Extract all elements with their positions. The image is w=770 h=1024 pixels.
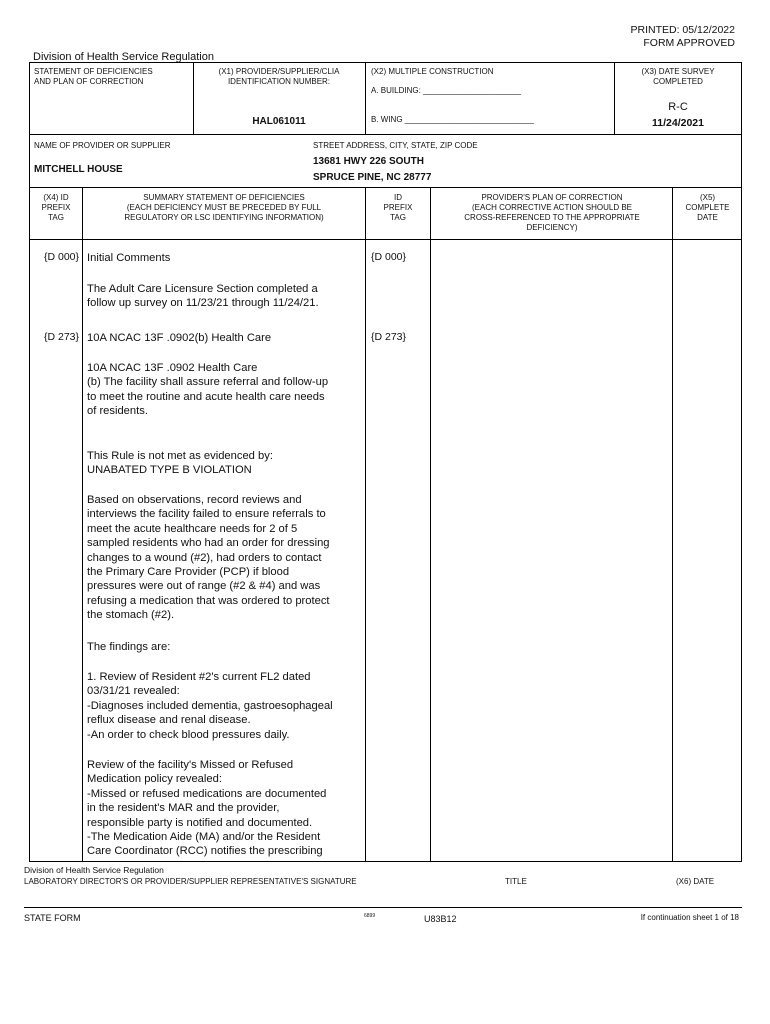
statement-label: STATEMENT OF DEFICIENCIES AND PLAN OF CORRECTION xyxy=(34,67,153,86)
x1-label: (X1) PROVIDER/SUPPLIER/CLIA IDENTIFICATION NUMBER: xyxy=(218,67,340,86)
col-header-x5: (X5) COMPLETE DATE xyxy=(685,193,730,222)
survey-date: 11/24/2021 xyxy=(652,117,704,129)
findings-heading: The findings are: xyxy=(87,641,171,653)
division-heading: Division of Health Service Regulation xyxy=(33,51,214,63)
col-divider xyxy=(672,187,673,862)
divider xyxy=(193,62,194,134)
col-divider xyxy=(430,187,431,862)
date-label: (X6) DATE xyxy=(676,877,715,886)
x2-label: (X2) MULTIPLE CONSTRUCTION xyxy=(371,67,494,76)
divider xyxy=(614,62,615,134)
resident-review: 1. Review of Resident #2's current FL2 dated 03/31/21 revealed: -Diagnoses included dementia, gastroesophageal reflux disease and renal disease. -An order to check blood pressures daily. xyxy=(87,671,333,741)
tag-d273-left: {D 273} xyxy=(44,331,80,343)
col-header-summary: SUMMARY STATEMENT OF DEFICIENCIES (EACH DEFICIENCY MUST BE PRECEDED BY FULL REGULATORY OR LSC IDENTIFYING INFORMATION) xyxy=(124,193,324,222)
divider xyxy=(29,134,742,135)
footer-division: Division of Health Service Regulation xyxy=(24,865,164,875)
printed-date: PRINTED: 05/12/2022 xyxy=(630,24,735,36)
rule-text: 10A NCAC 13F .0902 Health Care (b) The facility shall assure referral and follow-up to meet the routine and acute health care needs of residents. xyxy=(87,362,329,418)
provider-name: MITCHELL HOUSE xyxy=(34,164,123,175)
x3-label: (X3) DATE SURVEY COMPLETED xyxy=(641,67,715,86)
survey-code: R-C xyxy=(668,101,688,113)
form-approved: FORM APPROVED xyxy=(643,37,735,49)
title-label: TITLE xyxy=(505,877,527,886)
rule-not-met: This Rule is not met as evidenced by: UNABATED TYPE B VIOLATION xyxy=(87,450,273,477)
d273-title: 10A NCAC 13F .0902(b) Health Care xyxy=(87,332,272,344)
tag-d273-right: {D 273} xyxy=(371,331,407,343)
provider-id: HAL061011 xyxy=(252,116,306,127)
form-code: 6899 xyxy=(364,913,376,919)
col-divider xyxy=(365,187,366,862)
divider xyxy=(365,62,366,134)
provider-name-label: NAME OF PROVIDER OR SUPPLIER xyxy=(34,141,171,150)
findings-summary: Based on observations, record reviews and interviews the facility failed to ensure referrals to meet the acute healthcare needs for 2 of 5 sampled residents who had an order for dressing changes to a wound (#2), had orders to contact the Primary Care Provider (PCP) if blood pressures were out of range (#2 & #4) and was refusing a medication that was ordered to protect the stomach (#2). xyxy=(87,494,330,622)
address-line1: 13681 HWY 226 SOUTH xyxy=(313,156,424,167)
building-label: A. BUILDING: ______________________ xyxy=(371,86,521,95)
divider xyxy=(29,187,742,188)
state-form: STATE FORM xyxy=(24,913,81,923)
col-header-plan: PROVIDER'S PLAN OF CORRECTION (EACH CORRECTIVE ACTION SHOULD BE CROSS-REFERENCED TO THE APPROPRIATE DEFICIENCY) xyxy=(464,193,640,232)
continuation-sheet: If continuation sheet 1 of 18 xyxy=(640,913,739,922)
address-label: STREET ADDRESS, CITY, STATE, ZIP CODE xyxy=(313,141,478,150)
form-id: U83B12 xyxy=(424,914,457,924)
initial-comments: Initial Comments xyxy=(87,252,171,264)
divider xyxy=(29,239,742,240)
col-header-x4: (X4) ID PREFIX TAG xyxy=(41,193,71,222)
policy-review: Review of the facility's Missed or Refused Medication policy revealed: -Missed or refused medications are documented in the resident's MAR and the provider, responsible party is notified and documented. -The Medication Aide (MA) and/or the Resident Care Coordinator (RCC) notifies the prescribing xyxy=(87,759,327,858)
footer-rule xyxy=(24,907,742,908)
tag-d000-left: {D 000} xyxy=(44,251,80,263)
col-header-id: ID PREFIX TAG xyxy=(383,193,413,222)
address-line2: SPRUCE PINE, NC 28777 xyxy=(313,172,432,183)
col-divider xyxy=(82,187,83,862)
survey-paragraph: The Adult Care Licensure Section completed a follow up survey on 11/23/21 through 11/24/21. xyxy=(87,283,319,310)
wing-label: B. WING _____________________________ xyxy=(371,115,534,124)
tag-d000-right: {D 000} xyxy=(371,251,407,263)
signature-label: LABORATORY DIRECTOR'S OR PROVIDER/SUPPLIER REPRESENTATIVE'S SIGNATURE xyxy=(24,877,357,886)
